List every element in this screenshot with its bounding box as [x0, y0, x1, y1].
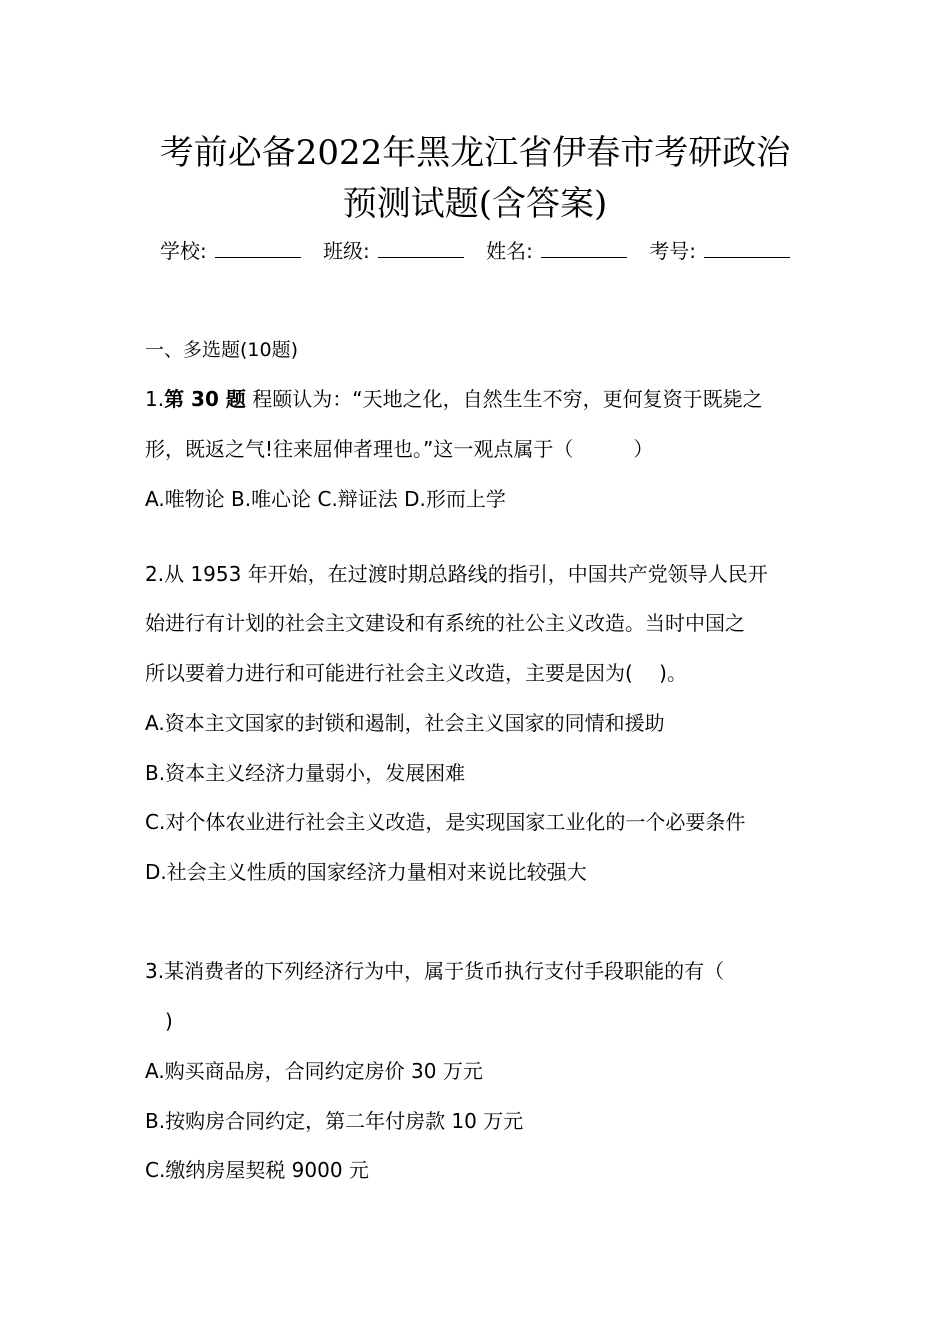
school-label: 学校:: [159, 239, 207, 263]
exam-number-field: [645, 239, 794, 263]
student-info-row: [0, 238, 950, 264]
question-2-option-a: A.资本主文国家的封锁和遏制，社会主义国家的同情和援助: [145, 711, 665, 735]
exam-number-blank: [704, 239, 790, 258]
question-1-text: 程颐认为：“天地之化，自然生生不穷，更何复资于既毙之: [245, 387, 763, 411]
school-blank: [215, 239, 301, 258]
name-field: [482, 239, 631, 263]
question-1-number: 1.: [145, 387, 165, 411]
question-1-tag: 第 30 题: [164, 387, 246, 411]
question-1-line-2: 形，既返之气!往来屈伸者理也。”这一观点属于（ ）: [145, 437, 654, 461]
exam-number-label: 考号:: [649, 239, 697, 263]
question-3-option-a: A.购买商品房，合同约定房价 30 万元: [145, 1059, 483, 1083]
question-1-line-1: [145, 386, 815, 412]
question-2-line-3: 所以要着力进行和可能进行社会主义改造，主要是因为( )。: [145, 661, 687, 685]
school-field: [156, 239, 305, 263]
class-label: 班级:: [323, 239, 370, 263]
name-label: 姓名:: [486, 239, 533, 263]
question-2-option-b: B.资本主义经济力量弱小，发展困难: [145, 761, 466, 785]
name-blank: [541, 239, 627, 258]
question-2-option-c: C.对个体农业进行社会主义改造，是实现国家工业化的一个必要条件: [145, 810, 746, 834]
question-2-line-2: 始进行有计划的社会主文建设和有系统的社公主义改造。当时中国之: [145, 611, 745, 635]
question-3-option-c: C.缴纳房屋契税 9000 元: [145, 1158, 369, 1182]
class-field: [319, 239, 468, 263]
question-3-option-b: B.按购房合同约定，第二年付房款 10 万元: [145, 1109, 524, 1133]
question-2-line-1: 2.从 1953 年开始，在过渡时期总路线的指引，中国共产党领导人民开: [145, 562, 768, 586]
question-2-option-d: D.社会主义性质的国家经济力量相对来说比较强大: [145, 860, 587, 884]
document-title-line-2: 预测试题(含答案): [342, 184, 608, 224]
section-heading: 一、多选题(10题): [145, 339, 299, 361]
question-1-options: A.唯物论 B.唯心论 C.辩证法 D.形而上学: [145, 487, 506, 511]
document-title-line-1: 考前必备2022年黑龙江省伊春市考研政治: [159, 133, 791, 173]
class-blank: [378, 239, 464, 258]
question-3-line-1: 3.某消费者的下列经济行为中，属于货币执行支付手段职能的有（: [145, 959, 725, 983]
question-3-line-2: ): [145, 1009, 173, 1033]
